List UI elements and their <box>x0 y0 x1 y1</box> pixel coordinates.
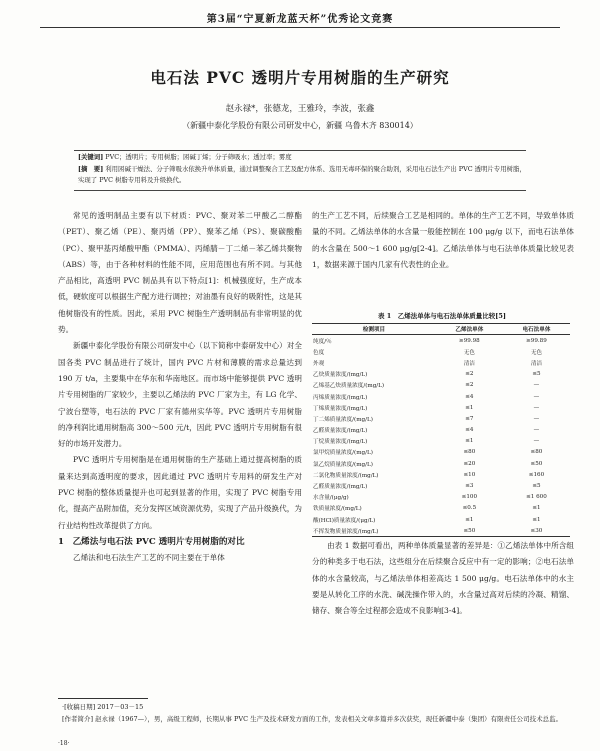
table-cell: ≤1 <box>465 404 474 411</box>
table-row <box>312 402 570 413</box>
table-cell: ≤0.5 <box>462 505 477 512</box>
table-cell: — <box>533 415 540 422</box>
table-cell: ≤2 <box>465 371 474 378</box>
page-number: ·18· <box>58 740 70 747</box>
abstract-block <box>78 164 528 186</box>
table-row <box>312 492 570 503</box>
monomer-quality-table <box>312 323 570 537</box>
table-header-row <box>312 324 570 335</box>
table-cell: ≤80 <box>463 449 476 456</box>
table-row <box>312 380 570 391</box>
journal-header: 第3届“宁夏新龙蓝天杯”优秀论文竞赛 <box>206 14 394 25</box>
table-cell: ≤80 <box>530 449 543 456</box>
table-cell: 丁二烯质量浓度/(mg/L) <box>313 416 373 423</box>
table-cell: ≤1 600 <box>526 494 547 501</box>
table-cell: ≤50 <box>530 460 543 467</box>
table-cell: 色度 <box>313 349 325 356</box>
table-cell: 乙烯基乙炔质量浓度/(mg/L) <box>313 383 385 390</box>
table-cell: 乙醛质量浓度/(mg/L) <box>313 484 368 491</box>
table-cell: ≤3 <box>465 483 474 490</box>
table-cell: 氯甲烷质量浓度/(mg/L) <box>313 450 373 457</box>
body-paragraph: PVC 透明片专用树脂是在通用树脂的生产基础上通过提高树脂的质量来达到高透明度的要求，因此通过 PVC 透明片专用料的研发生产对 PVC 树脂的整体质量提升也可起到显著的作用，实现了 PVC 树脂专用化，提高产品附加值，充分发挥区域资源优势，实现了产品升级换代，为行业结构性改革提供了方向。 <box>58 455 302 530</box>
right-column-bottom <box>312 538 574 619</box>
table-cell: ≤10 <box>463 471 476 478</box>
left-column <box>58 208 302 566</box>
table-cell: — <box>533 382 540 389</box>
table-cell: — <box>533 393 540 400</box>
table-cell: 丙烯质量浓度/(mg/L) <box>313 394 368 401</box>
table-header-cell: 乙烯法单体 <box>436 324 503 335</box>
table-cell: ≤50 <box>436 525 503 537</box>
table-cell: ≥99.98 <box>459 337 480 344</box>
table-cell: ≤20 <box>463 460 476 467</box>
keywords-block <box>78 152 528 163</box>
abstract-text: 利用困碱干燥法、分子筛吸水依换升单体质量，通过调整聚合工艺及配方体系、选用无毒环保的聚合助剂，采用电石法生产出 PVC 透明片专用树脂，实现了 PVC 树脂专用料及升级换代。 <box>78 165 526 184</box>
table-row <box>312 469 570 480</box>
keywords-label: [关键词] <box>78 153 104 161</box>
table-row <box>312 413 570 424</box>
table-cell: 外观 <box>313 360 325 367</box>
footnote-author: [作者简介] 赵永禄（1967—），男，高级工程师，长期从事 PVC 生产及技术研发方面的工作，发表相关文章多篇并多次获奖，现任新疆中泰（集团）有限责任公司技术总监。 <box>62 715 563 723</box>
table-cell: ≤1 <box>465 438 474 445</box>
table-cell: ≤5 <box>532 483 541 490</box>
article-affiliation: （新疆中泰化学股份有限公司研发中心，新疆 乌鲁木齐 830014） <box>182 121 418 130</box>
article-title: 电石法 PVC 透明片专用树脂的生产研究 <box>150 68 450 87</box>
table-row <box>312 503 570 514</box>
table-cell: 水含量/(μg/g) <box>313 495 349 502</box>
table-cell: 纯度/％ <box>313 338 332 345</box>
table-row <box>312 357 570 368</box>
section-heading: 1 乙烯法与电石法 PVC 透明片专用树脂的对比 <box>58 536 245 547</box>
table-cell: — <box>533 427 540 434</box>
footnote-received: ·[收稿日期] 2017－03－15 <box>62 703 144 711</box>
table-cell: 不挥发物质量浓度/(mg/L) <box>312 525 436 537</box>
table-cell: ≤30 <box>503 525 570 537</box>
table-cell: 酸(HCl)质量浓度/(μg/L) <box>313 517 376 524</box>
table-cell: 清洁 <box>463 360 475 367</box>
table-row <box>312 425 570 436</box>
table-cell: ≤4 <box>465 393 474 400</box>
table-header-cell: 电石法单体 <box>503 324 570 335</box>
abstract-label: [摘 要] <box>78 165 104 173</box>
table-cell: 丁烯质量浓度/(mg/L) <box>313 405 368 412</box>
body-paragraph: 由表 1 数据可看出，两种单体质量显著的差异是：①乙烯法单体中所含组分的种类多于电石法，这些组分在后续聚合反应中有一定的影响；②电石法单体的水含量较高，与乙烯法单体相差高达 1 500 μg/g。电石法单体中的水主要是从转化工序的水洗、碱洗操作带入的，水含量过高对后续的冷凝、精馏、储存、聚合等全过程都会造成不良影响[3-4]。 <box>312 541 574 616</box>
table-row <box>312 436 570 447</box>
table-cell: 乙炔质量浓度/(mg/L) <box>313 372 368 379</box>
table-row <box>312 335 570 347</box>
table-row <box>312 525 570 537</box>
article-authors: 赵永禄*，张德龙，王雅玲，李波，张鑫 <box>225 104 375 114</box>
table-row <box>312 391 570 402</box>
table-cell: ≤100 <box>461 494 478 501</box>
table-row <box>312 447 570 458</box>
table-cell: 无色 <box>530 349 543 356</box>
keywords-text: PVC；透明片；专用树脂；困碱丁烯；分子筛吸水；透过率；雾度 <box>105 153 292 161</box>
table-row <box>312 369 570 380</box>
table-cell: 清洁 <box>530 360 543 367</box>
table-cell: ≤1 <box>532 516 541 523</box>
body-paragraph: 的生产工艺不同，后续聚合工艺是相同的。单体的生产工艺不同，导致单体质量的不同。乙烯法单体的水含量一般能控制在 100 μg/g 以下，而电石法单体的水含量在 500～1 600 μg/g[2-4]。乙烯法单体与电石法单体质量比较见表 1，数据来源于国内几家有代表性的企业。 <box>312 211 574 269</box>
body-paragraph: 常见的透明制品主要有以下材质：PVC、聚对苯二甲酸乙二醇酯（PET）、聚乙烯（PE）、聚丙烯（PP）、聚苯乙烯（PS）、聚碳酸酯（PC）、聚甲基丙烯酸甲酯（PMMA）、丙烯腈－丁二烯－苯乙烯共聚物（ABS）等，由于各种材料的性能不同，应用范围也有所不同。与其他产品相比，高透明 PVC 制品具有以下特点[1]：机械强度好，生产成本低，硬软度可以根据生产配方进行调控；对油墨有良好的吸附性，这是其他树脂没有的性质。因此，采用 PVC 树脂生产透明制品有非常明显的优势。 <box>58 211 302 335</box>
table-row <box>312 514 570 525</box>
body-paragraph: 新疆中泰化学股份有限公司研发中心（以下简称中泰研发中心）对全国各类 PVC 制品进行了统计，国内 PVC 片材和薄膜的需求总量达到 190 万 t/a，主要集中在华东和华南地区。而市场中能够提供 PVC 透明片专用树脂的厂家较少，主要以乙烯法的 PVC 厂家为主，有 LG 化学、宁波台塑等，电石法的 PVC 厂家有德州实华等。PVC 透明片专用树脂的净利润比通用树脂高 300～500 元/t，因此 PVC 透明片专用树脂有很好的市场开发潜力。 <box>58 341 302 449</box>
table-cell: ≤2 <box>465 382 474 389</box>
table-cell: 氯乙烷质量浓度/(mg/L) <box>313 461 373 468</box>
table-cell: 乙醛质量浓度/(mg/L) <box>313 428 368 435</box>
abstract-top-rule <box>74 150 526 151</box>
footnote-rule <box>58 698 148 699</box>
table-cell: ≤160 <box>528 471 545 478</box>
table-row <box>312 480 570 491</box>
table-cell: ≤1 <box>465 516 474 523</box>
table-cell: ≤5 <box>532 371 541 378</box>
right-column-top <box>312 208 574 273</box>
table-caption: 表 1 乙烯法单体与电石法单体质量比较[5] <box>378 312 506 320</box>
table-cell: 丁烷质量浓度/(mg/L) <box>313 439 368 446</box>
table-cell: ≥99.89 <box>526 337 547 344</box>
table-row <box>312 458 570 469</box>
table-header-cell: 检测项目 <box>312 324 436 335</box>
table-cell: 二氯化物质量浓度/(mg/L) <box>313 472 379 479</box>
table-cell: — <box>533 438 540 445</box>
table-cell: ≤4 <box>465 427 474 434</box>
header-rule <box>40 27 560 28</box>
table-cell: 无色 <box>463 349 475 356</box>
table-cell: 铁质量浓度/(mg/L) <box>313 506 362 513</box>
body-paragraph: 乙烯法和电石法生产工艺的不同主要在于单体 <box>73 552 225 562</box>
table-cell: ≤1 <box>532 505 541 512</box>
table-cell: — <box>533 404 540 411</box>
table-row <box>312 346 570 357</box>
abstract-bottom-rule <box>74 190 526 191</box>
table-cell: ≤7 <box>465 415 474 422</box>
